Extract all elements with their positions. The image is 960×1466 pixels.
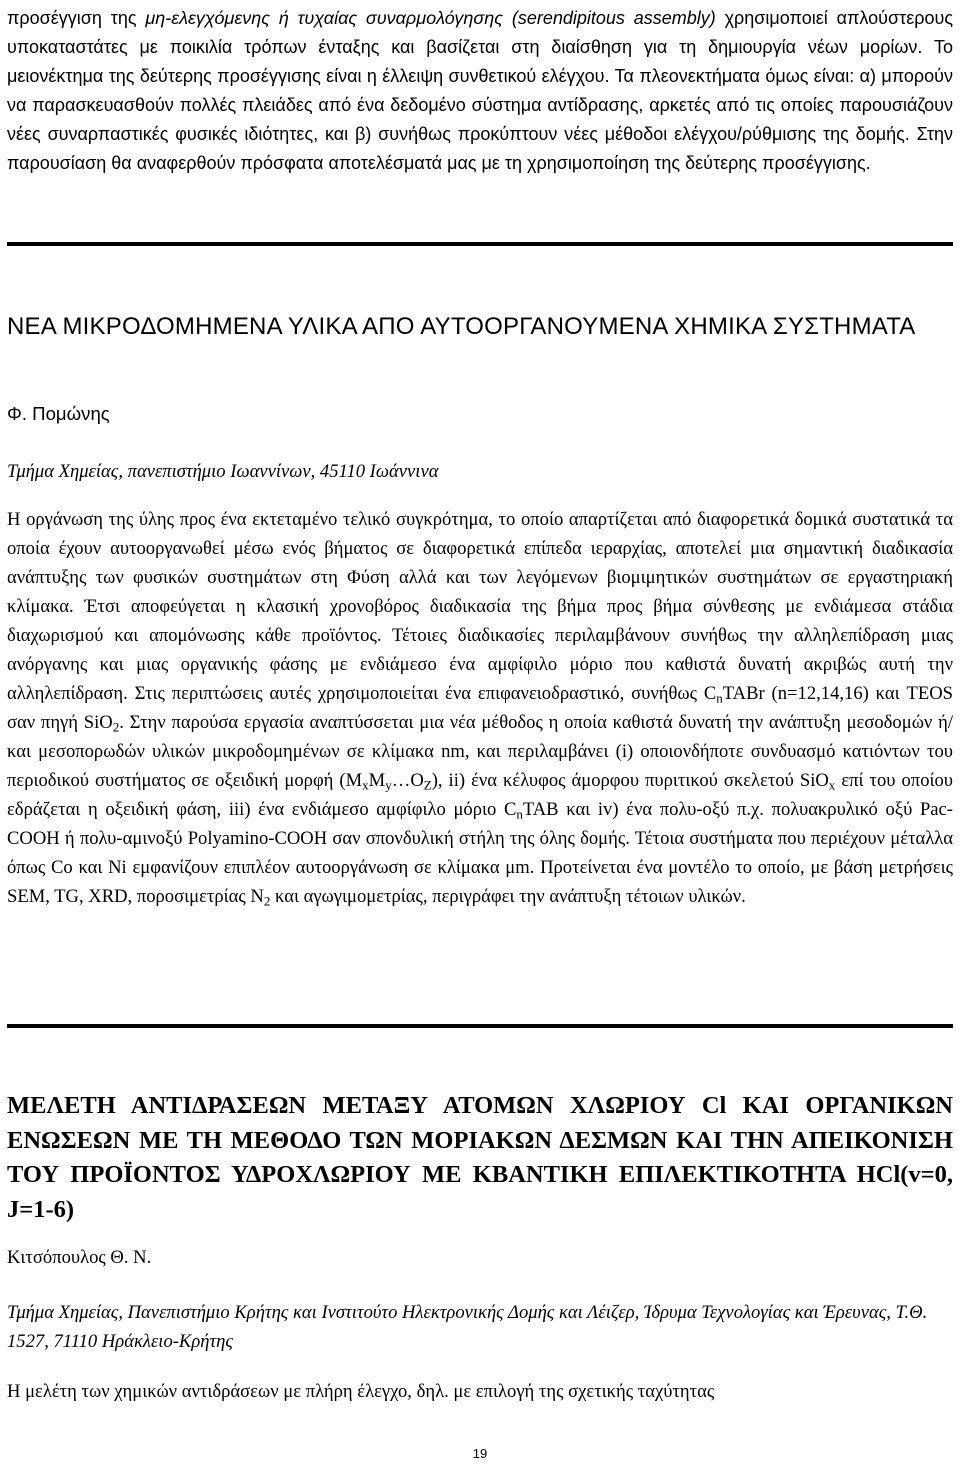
body-text-4: M: [368, 770, 386, 791]
section2-title: ΜΕΛΕΤΗ ΑΝΤΙΔΡΑΣΕΩΝ ΜΕΤΑΞΥ ΑΤΟΜΩΝ ΧΛΩΡΙΟΥ Cl ΚΑΙ ΟΡΓΑΝΙΚΩΝ ΕΝΩΣΕΩΝ ΜΕ ΤΗ ΜΕΘΟΔΟ ΤΩΝ ΜΟΡΙΑΚΩΝ ΔΕΣΜΩΝ ΚΑΙ ΤΗΝ ΑΠΕΙΚΟΝΙΣΗ ΤΟΥ ΠΡΟΪΟΝΤΟΣ ΥΔΡΟΧΛΩΡΙΟΥ ΜΕ ΚΒΑΝΤΙΚΗ ΕΠΙΛΕΚΤΙΚΟΤΗΤΑ HCl(v=0, J=1-6): [7, 1092, 953, 1223]
section1-affiliation: Τμήμα Χημείας, πανεπιστήμιο Ιωαννίνων, 45110 Ιωάννινα: [7, 461, 439, 482]
body-text-2: TABr (n=12,14,16) και TEOS σαν πηγή SiO: [7, 683, 953, 733]
section1-author: Φ. Πομώνης: [7, 403, 110, 424]
body-sub-x1: x: [362, 777, 369, 793]
section-divider-top: [7, 242, 953, 246]
section2-affiliation: Τμήμα Χημείας, Πανεπιστήμιο Κρήτης και Ινστιτούτο Ηλεκτρονικής Δομής και Λέιζερ, Ίδρυμα Τεχνολογίας και Έρευνας, Τ.Θ. 1527, 71110 Ηράκλειο-Κρήτης: [7, 1302, 928, 1352]
page-number: 19: [472, 1446, 488, 1461]
body-sub-n1: n: [716, 690, 723, 706]
intro-paragraph: [7, 4, 953, 178]
body-text-8: TAB και iv) ένα πολυ-οξύ π.χ. πολυακρυλικό οξύ Pac-COOH ή πολυ-αμινοξύ Polyamino-COOH σαν σπονδυλική στήλη της όλης δομής. Τέτοια συστήματα που περιέχουν μέταλλα όπως Co και Ni εμφανίζουν επιπλέον αυτοοργάνωση σε κλίμακα μm. Προτείνεται ένα μοντέλο το οποίο, με βάση μετρήσεις SEM, TG, XRD, ποροσιμετρίας N: [7, 799, 953, 907]
intro-text-start: προσέγγιση της: [7, 8, 146, 28]
section1-body: [7, 505, 953, 911]
body-text-9: και αγωγιμομετρίας, περιγράφει την ανάπτυξη τέτοιων υλικών.: [270, 886, 746, 907]
intro-italic-term: μη-ελεγχόμενης ή τυχαίας συναρμολόγησης (serendipitous assembly): [145, 8, 716, 28]
body-sub-x2: x: [828, 777, 836, 793]
intro-text-rest: χρησιμοποιεί απλούστερους υποκαταστάτες με ποικιλία τρόπων ένταξης και βασίζεται στη διαίσθηση για τη δημιουργία νέων μορίων. Το μειονέκτημα της δεύτερης προσέγγισης είναι η έλλειψη συνθετικού ελέγχου. Τα πλεονεκτήματα όμως είναι: α) μπορούν να παρασκευασθούν πολλές πλειάδες από ένα δεδομένο σύστημα αντίδρασης, αρκετές από τις οποίες παρουσιάζουν νέες συναρπαστικές φυσικές ιδιότητες, και β) συνήθως προκύπτουν νέες μέθοδοι ελέγχου/ρύθμισης της δομής. Στην παρουσίαση θα αναφερθούν πρόσφατα αποτελέσματά μας με τη χρησιμοποίηση της δεύτερης προσέγγισης.: [7, 8, 953, 173]
body-text-3: . Στην παρούσα εργασία αναπτύσσεται μια νέα μέθοδος η οποία καθιστά δυνατή την ανάπτυξη μεσοδομών ή/και μεσοπορωδών υλικών μικροδομημένων σε κλίμακα nm, και περιλαμβάνει (i) οποιονδήποτε συνδυασμό κατιόντων του περιοδικού συστήματος σε οξειδική μορφή (M: [7, 712, 953, 791]
section1-title: ΝΕΑ ΜΙΚΡΟΔΟΜΗΜΕΝΑ ΥΛΙΚΑ ΑΠΟ ΑΥΤΟΟΡΓΑΝΟΥΜΕΝΑ ΧΗΜΙΚΑ ΣΥΣΤΗΜΑΤΑ: [7, 313, 916, 340]
section2-body: Η μελέτη των χημικών αντιδράσεων με πλήρη έλεγχο, δηλ. με επιλογή της σχετικής ταχύτητας: [7, 1381, 715, 1402]
body-sub-2b: 2: [263, 893, 271, 909]
body-text-6: ), ii) ένα κέλυφος άμορφου πυριτικού σκελετού SiO: [431, 770, 829, 791]
body-text-7: επί του οποίου εδράζεται η οξειδική φάση, iii) ένα ενδιάμεσο αμφίφιλο μόριο C: [7, 770, 953, 820]
section2-author: Κιτσόπουλος Θ. Ν.: [7, 1247, 152, 1268]
body-text-1: Η οργάνωση της ύλης προς ένα εκτεταμένο τελικό συγκρότημα, το οποίο απαρτίζεται από διαφορετικά δομικά συστατικά τα οποία έχουν αυτοοργανωθεί μέσω ενός βήματος σε διαφορετικά επίπεδα ιεραρχίας, αποτελεί μια σημαντική διαδικασία ανάπτυξης των φυσικών συστημάτων στη Φύση αλλά και των λεγόμενων βιομιμητικών συστημάτων σε εργαστηριακή κλίμακα. Έτσι αποφεύγεται η κλασική χρονοβόρος διαδικασία της βήμα προς βήμα σύνθεσης με ενδιάμεσα στάδια διαχωρισμού και απομόνωσης κάθε προϊόντος. Τέτοιες διαδικασίες περιλαμβάνουν συνήθως την αλληλεπίδραση μιας ανόργανης και μιας οργανικής φάσης με ενδιάμεσο ένα αμφίφιλο μόριο που καθιστά δυνατή ακριβώς αυτή την αλληλεπίδραση. Στις περιπτώσεις αυτές χρησιμοποιείται ένα επιφανειοδραστικό, συνήθως C: [7, 509, 953, 704]
body-sub-z: Z: [423, 777, 432, 793]
body-sub-2a: 2: [112, 719, 120, 735]
section-divider-middle: [7, 1024, 953, 1028]
body-text-5: …O: [391, 770, 424, 791]
body-sub-y: y: [385, 777, 392, 793]
body-sub-n2: n: [516, 806, 523, 822]
